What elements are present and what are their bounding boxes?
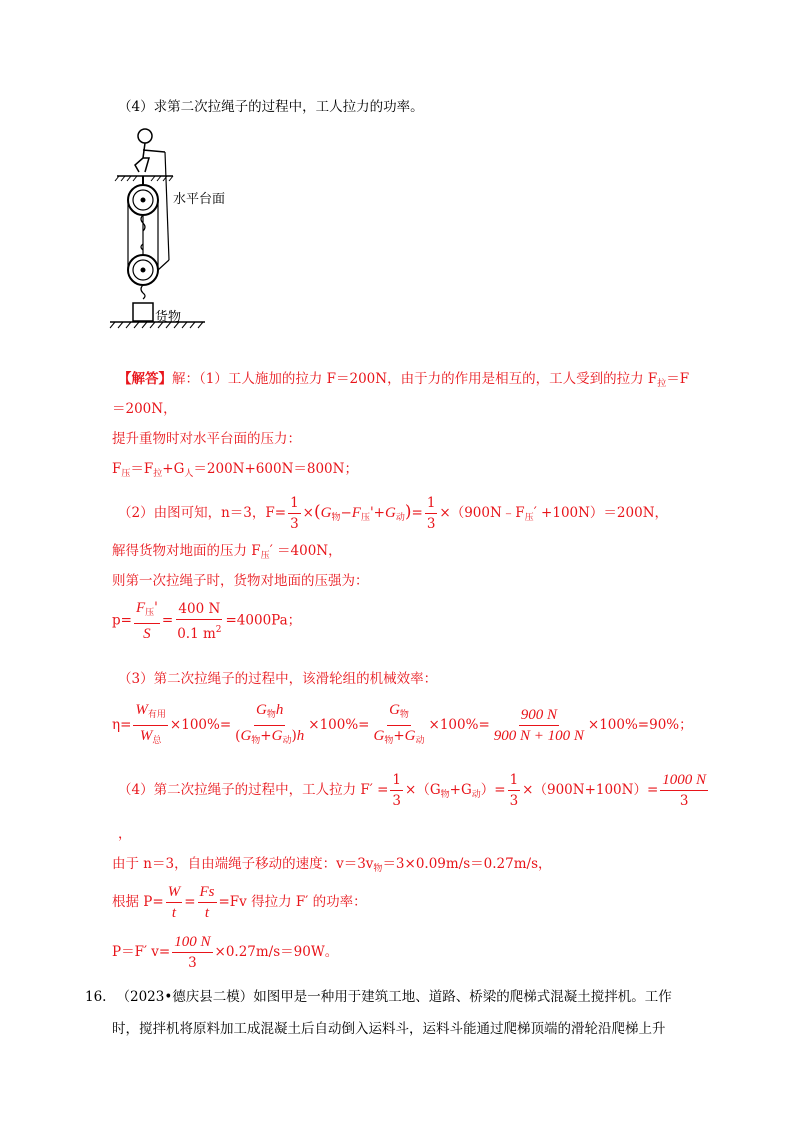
question-16-line-2: 时，搅拌机将原料加工成混凝土后自动倒入运料斗，运料斗能通过爬梯顶端的滑轮沿爬梯上升 [112, 1021, 666, 1037]
answer-line-12: ， [118, 826, 132, 842]
question-16-line-1: 16. （2023•德庆县二模）如图甲是一种用于建筑工地、道路、桥梁的爬梯式混凝土搅拌机。工作 [85, 989, 672, 1005]
answer-line-2: ＝200N， [112, 401, 177, 417]
cargo-label: 货物 [155, 310, 182, 325]
answer-line-3: 提升重物时对水平台面的压力： [112, 431, 301, 447]
question-16-number: 16. [85, 989, 107, 1005]
answer-line-9: （3）第二次拉绳子的过程中，该滑轮组的机械效率： [118, 671, 438, 687]
pulley-figure [105, 120, 245, 339]
answer-line-8: p= $\frac{F_压'}{S}$ = $\frac{400 N}{0.1 m^2}$ =4000Pa； [112, 600, 302, 642]
platform-label: 水平台面 [173, 192, 226, 207]
answer-line-4: $F_压=F_拉+G_人=200N+600N=800N$； [112, 461, 358, 479]
answer-line-11: （4）第二次拉绳子的过程中，工人拉力 F′ = $\frac{1}{3}$ $\times(G_物+G_动)=$ $\frac{1}{3}$ ×（900N+100N）= $\frac{1000 N}{3}$ [118, 772, 707, 809]
answer-line-15: P＝F′ v= $\frac{100 N}{3}$ ×0.27m/s＝90W。 [112, 934, 339, 971]
answer-line-5: （2）由图可知，n＝3，F= $\frac{1}{3}$ $\times(G_物-F_压'+G_动)=$ $\frac{1}{3}$ $\times(900N﹣F_压' +100N)=200N$， [118, 495, 669, 532]
pulley-diagram [105, 120, 245, 335]
answer-line-1: 【解答】解：（1）工人施加的拉力 F＝200N，由于力的作用是相互的，工人受到的拉力 $F_拉=F$ [118, 371, 690, 389]
cargo-box [133, 303, 153, 321]
answer-line-13: 由于 n＝3，自由端绳子移动的速度：$v=3v_物=3\times 0.09m/s=0.27m/s$， [112, 856, 552, 874]
worker-body [135, 143, 165, 172]
answer-tag: 【解答】 [118, 371, 172, 387]
answer-line-14: 根据 P= $\frac{W}{t}$ = $\frac{Fs}{t}$ =Fv 得拉力 F′ 的功率： [112, 884, 367, 921]
answer-line-10: η= $\frac{W_{有用}}{W_总}$ ×100%= $\frac{G_物h}{(G_物+G_动)h}$ ×100%= $\frac{G_物}{G_物+G_动}$ ×100%= $\frac{900 N}{900 N + 100 N}$ ×100%=90%； [112, 702, 693, 746]
worker-head [138, 129, 152, 143]
answer-line-7: 则第一次拉绳子时，货物对地面的压强为： [112, 573, 369, 589]
question-4-text: （4）求第二次拉绳子的过程中，工人拉力的功率。 [118, 99, 424, 115]
answer-line-6: 解得货物对地面的压力 $F_压' =400N$， [112, 543, 342, 561]
